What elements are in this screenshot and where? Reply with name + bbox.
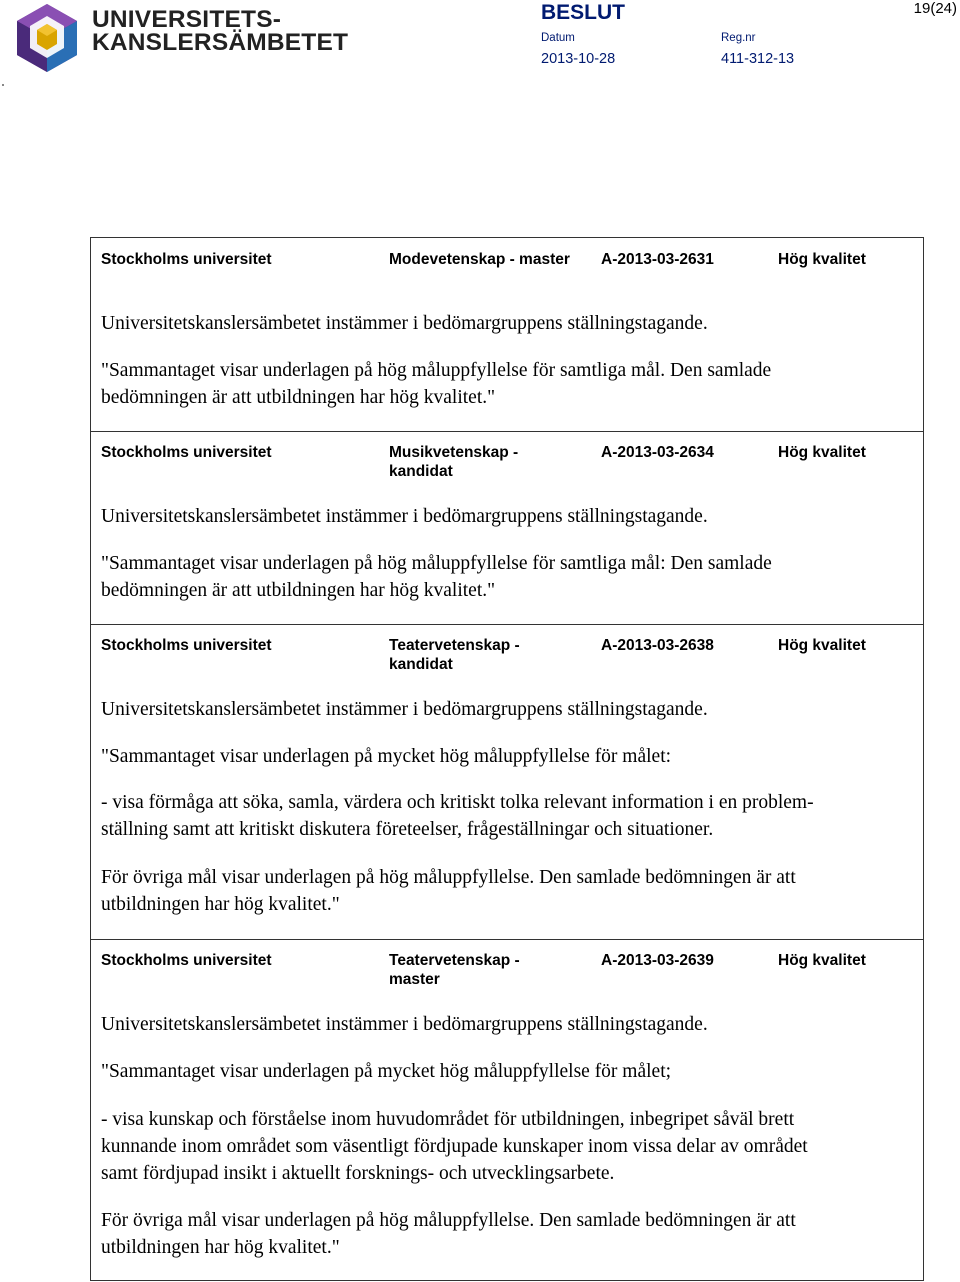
bullet-item [101, 789, 911, 843]
logo-wordmark [92, 8, 348, 54]
text-line: "Sammantaget visar underlagen på mycket hög måluppfyllelse för målet; [101, 1061, 672, 1082]
quality-grade: Hög kvalitet [778, 637, 866, 654]
university-name: Stockholms universitet [101, 637, 272, 654]
row-separator [91, 431, 923, 432]
agency-logo [14, 2, 80, 74]
case-number: A-2013-03-2638 [601, 637, 714, 654]
program-line-1: Teatervetenskap - [389, 952, 520, 969]
text-line: kunnande inom området som väsentligt fördjupade kunskaper inom vissa delar av området [101, 1136, 808, 1157]
date-value: 2013-10-28 [541, 51, 616, 67]
scan-artifact [2, 84, 4, 86]
text-line: ställning samt att kritiskt diskutera företeelser, frågeställningar och situationer. [101, 819, 714, 840]
case-number: A-2013-03-2631 [601, 251, 714, 268]
program-name [389, 250, 594, 269]
text-line: "Sammantaget visar underlagen på hög måluppfyllelse för samtliga mål: Den samlade [101, 553, 772, 574]
row-separator [91, 624, 923, 625]
paragraph [101, 1011, 911, 1038]
paragraph [101, 1058, 911, 1085]
text-line: bedömningen är att utbildningen har hög kvalitet." [101, 387, 496, 408]
row-separator [91, 939, 923, 940]
text-line: samt fördjupad insikt i aktuellt forsknings- och utvecklingsarbete. [101, 1163, 615, 1184]
program-line-1: Modevetenskap - master [389, 251, 570, 268]
text-line: "Sammantaget visar underlagen på mycket hög måluppfyllelse för målet: [101, 746, 672, 767]
paragraph [101, 864, 911, 918]
logo-line-2: KANSLERSÄMBETET [92, 29, 349, 56]
text-line: - visa kunskap och förståelse inom huvudområdet för utbildningen, inbegripet såväl brett [101, 1109, 795, 1130]
logo-line-1: UNIVERSITETS- [92, 6, 282, 33]
paragraph [101, 357, 911, 411]
regnr-label: Reg.nr [721, 32, 756, 44]
quality-grade: Hög kvalitet [778, 444, 866, 461]
university-name: Stockholms universitet [101, 952, 272, 969]
text-line: bedömningen är att utbildningen har hög kvalitet." [101, 580, 496, 601]
university-name: Stockholms universitet [101, 444, 272, 461]
text-line: "Sammantaget visar underlagen på hög måluppfyllelse för samtliga mål. Den samlade [101, 360, 772, 381]
paragraph [101, 310, 911, 337]
program-line-2: kandidat [389, 463, 453, 480]
case-number: A-2013-03-2634 [601, 444, 714, 461]
date-label: Datum [541, 32, 575, 44]
document-type: BESLUT [541, 1, 625, 24]
text-line: Universitetskanslersämbetet instämmer i bedömargruppens ställningstagande. [101, 699, 708, 720]
quality-grade: Hög kvalitet [778, 952, 866, 969]
program-line-2: kandidat [389, 656, 453, 673]
paragraph [101, 550, 911, 604]
program-line-1: Teatervetenskap - [389, 637, 520, 654]
text-line: Universitetskanslersämbetet instämmer i bedömargruppens ställningstagande. [101, 313, 708, 334]
text-line: Universitetskanslersämbetet instämmer i bedömargruppens ställningstagande. [101, 506, 708, 527]
regnr-value: 411-312-13 [721, 51, 795, 67]
program-name [389, 443, 594, 481]
decisions-table [90, 237, 924, 1281]
program-line-2: master [389, 971, 440, 988]
university-name: Stockholms universitet [101, 251, 272, 268]
text-line: Universitetskanslersämbetet instämmer i bedömargruppens ställningstagande. [101, 1014, 708, 1035]
case-number: A-2013-03-2639 [601, 952, 714, 969]
bullet-item [101, 1106, 911, 1187]
page-number: 19(24) [913, 0, 957, 17]
paragraph [101, 696, 911, 723]
text-line: För övriga mål visar underlagen på hög måluppfyllelse. Den samlade bedömningen är att [101, 867, 796, 888]
text-line: - visa förmåga att söka, samla, värdera och kritiskt tolka relevant information i en problem- [101, 792, 814, 813]
program-name [389, 951, 594, 989]
quality-grade: Hög kvalitet [778, 251, 866, 268]
text-line: utbildningen har hög kvalitet." [101, 894, 340, 915]
text-line: utbildningen har hög kvalitet." [101, 1237, 340, 1258]
program-line-1: Musikvetenskap - [389, 444, 519, 461]
paragraph [101, 1207, 911, 1261]
paragraph [101, 503, 911, 530]
text-line: För övriga mål visar underlagen på hög måluppfyllelse. Den samlade bedömningen är att [101, 1210, 796, 1231]
program-name [389, 636, 594, 674]
paragraph [101, 743, 911, 770]
